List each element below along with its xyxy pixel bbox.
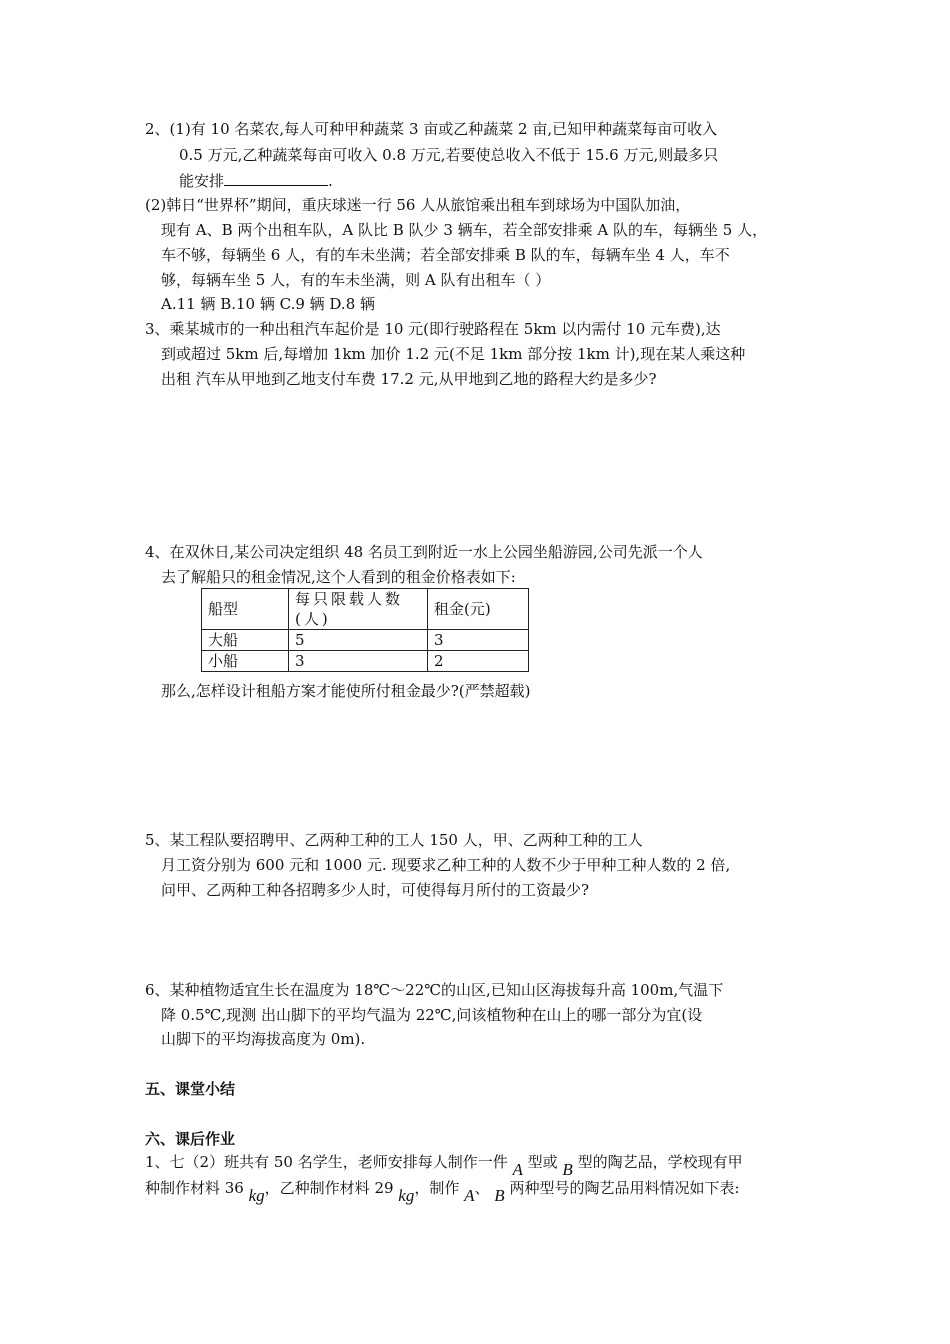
- q6-line3: 山脚下的平均海拔高度为 0m).: [161, 1030, 366, 1048]
- q2-part2-line2: 现有 A、B 两个出租车队，A 队比 B 队少 3 辆车，若全部安排乘 A 队的车，每辆坐 5 人，: [161, 221, 768, 239]
- q2-part1-line3-text: 能安排: [179, 172, 225, 190]
- table-cell: 3: [289, 651, 428, 672]
- hw1-line2-text-b: ，乙种制作材料 29: [264, 1179, 399, 1197]
- q2-part1-line3-end: .: [328, 172, 333, 190]
- q3-line1: 3、乘某城市的一种出租汽车起价是 10 元(即行驶路程在 5km 以内需付 10 元车费),达: [145, 320, 721, 338]
- q5-line1: 5、某工程队要招聘甲、乙两种工种的工人 150 人，甲、乙两种工种的工人: [145, 831, 643, 849]
- var-a: A: [512, 1160, 523, 1179]
- var-b: B: [494, 1186, 505, 1205]
- q2-part1-line2: 0.5 万元,乙种蔬菜每亩可收入 0.8 万元,若要使总收入不低于 15.6 万元,则最多只: [179, 146, 719, 164]
- q2-part2-line1: (2)韩日“世界杯”期间，重庆球迷一行 56 人从旅馆乘出租车到球场为中国队加油，: [145, 196, 691, 214]
- table-cell: 大船: [202, 630, 289, 651]
- hw1-line2-text-c: ，制作: [414, 1179, 465, 1197]
- q3-line2: 到或超过 5km 后,每增加 1km 加价 1.2 元(不足 1km 部分按 1km 计),现在某人乘这种: [161, 345, 746, 363]
- table-row: [202, 630, 529, 651]
- hw1-line1: [145, 1151, 743, 1179]
- table-header-cell: 每只限载人数(人): [289, 589, 428, 630]
- q5-line2: 月工资分别为 600 元和 1000 元. 现要求乙种工种的人数不少于甲种工种人数的 2 倍,: [161, 856, 731, 874]
- q4-line2: 去了解船只的租金情况,这个人看到的租金价格表如下:: [161, 568, 516, 586]
- q6-line2: 降 0.5℃,现测 出山脚下的平均气温为 22℃,问该植物种在山上的哪一部分为宜(设: [161, 1006, 703, 1024]
- hw1-line2-text-e: 两种型号的陶艺品用料情况如下表:: [504, 1179, 740, 1197]
- hw1-line2: [145, 1177, 740, 1205]
- table-row: [202, 651, 529, 672]
- hw1-line1-text-a: 1、七（2）班共有 50 名学生，老师安排每人制作一件: [145, 1153, 513, 1171]
- table-cell: 5: [289, 630, 428, 651]
- hw1-line2-text-a: 种制作材料 36: [145, 1179, 249, 1197]
- table-cell: 2: [428, 651, 529, 672]
- q3-line3: 出租 汽车从甲地到乙地支付车费 17.2 元,从甲地到乙地的路程大约是多少?: [161, 370, 657, 388]
- section-title-summary: 五、课堂小结: [145, 1080, 236, 1098]
- q2-part2-line4: 够，每辆车坐 5 人，有的车未坐满，则 A 队有出租车（ ）: [161, 271, 551, 289]
- hw1-line1-text-b: 型或: [522, 1153, 563, 1171]
- q2-options: A.11 辆 B.10 辆 C.9 辆 D.8 辆: [161, 295, 375, 313]
- table-header-cell: 船型: [202, 589, 289, 630]
- hw1-line2-text-d: 、: [474, 1179, 495, 1197]
- var-a: A: [464, 1186, 475, 1205]
- var-b: B: [562, 1160, 573, 1179]
- table-cell: 3: [428, 630, 529, 651]
- unit-kg: kg: [248, 1186, 265, 1205]
- q2-part2-line3: 车不够，每辆坐 6 人，有的车未坐满；若全部安排乘 B 队的车，每辆车坐 4 人，车不: [161, 246, 730, 264]
- section-title-homework: 六、课后作业: [145, 1130, 236, 1148]
- table-header-row: [202, 589, 529, 630]
- q2-part1-line3: [179, 170, 333, 192]
- table-header-cell: 租金(元): [428, 589, 529, 630]
- table-cell: 小船: [202, 651, 289, 672]
- hw1-line1-text-c: 型的陶艺品，学校现有甲: [572, 1153, 743, 1171]
- q4-line1: 4、在双休日,某公司决定组织 48 名员工到附近一水上公园坐船游园,公司先派一个人: [145, 543, 703, 561]
- boat-rental-table: [201, 588, 529, 672]
- q4-question: 那么,怎样设计租船方案才能使所付租金最少?(严禁超载): [161, 682, 531, 700]
- unit-kg: kg: [398, 1186, 415, 1205]
- answer-blank[interactable]: [224, 171, 328, 186]
- q5-line3: 问甲、乙两种工种各招聘多少人时，可使得每月所付的工资最少?: [161, 881, 590, 899]
- q6-line1: 6、某种植物适宜生长在温度为 18℃～22℃的山区,已知山区海拔每升高 100m,气温下: [145, 981, 724, 999]
- q2-part1-line1: 2、(1)有 10 名菜农,每人可种甲种蔬菜 3 亩或乙种蔬菜 2 亩,已知甲种蔬菜每亩可收入: [145, 120, 718, 138]
